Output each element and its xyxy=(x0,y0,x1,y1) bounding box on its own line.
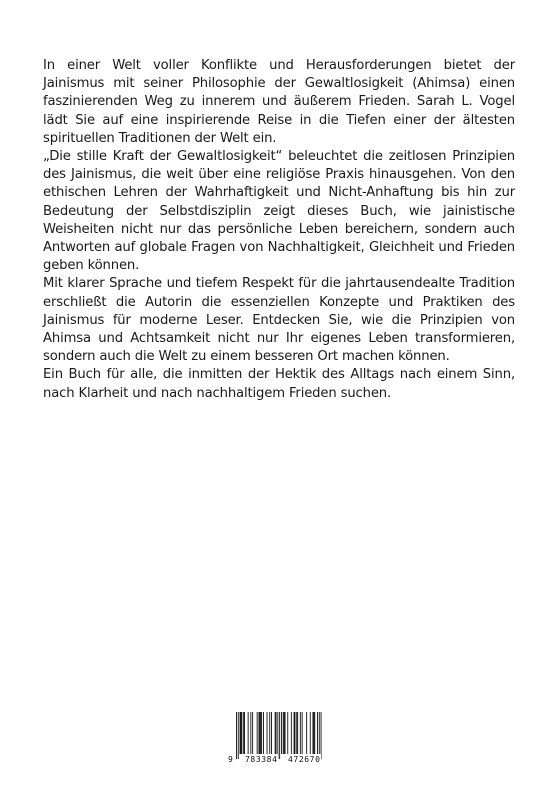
barcode-bar xyxy=(296,712,297,754)
barcode-bar xyxy=(261,712,262,754)
barcode-bar xyxy=(257,712,258,754)
barcode-bar xyxy=(319,712,320,759)
barcode-prefix-digit: 9 xyxy=(228,755,233,764)
back-cover-blurb xyxy=(43,57,515,403)
barcode-bar xyxy=(267,712,268,754)
barcode-bar xyxy=(259,712,260,754)
blurb-paragraph-2: „Die stille Kraft der Gewaltlosigkeit“ beleuchtet die zeitlosen Prinzipien des Jainismus, die weit über eine religiöse Praxis hinausgehen. Von den ethischen Lehren der Wahrhaftigkeit und Nicht-Anhaftung bis hin zur Bedeutung der Selbstdisziplin zeigt dieses Buch, wie jainistische Weisheiten nicht nur das persönliche Leben bereichern, sondern auch Antworten auf globale Fragen von Nachhaltigkeit, Gleichheit und Frieden geben können. xyxy=(43,149,515,274)
barcode-digits xyxy=(228,754,328,766)
barcode-bar xyxy=(277,712,278,759)
barcode-bar xyxy=(243,712,244,754)
barcode-bar xyxy=(285,712,286,754)
barcode-bar xyxy=(260,712,261,754)
barcode-bar xyxy=(284,712,285,754)
barcode-bar xyxy=(238,712,239,759)
barcode-bar xyxy=(263,712,264,754)
barcode-bar xyxy=(294,712,295,754)
barcode-bar xyxy=(271,712,272,754)
barcode-bar xyxy=(302,712,303,754)
barcode-bar xyxy=(276,712,277,754)
barcode-bar xyxy=(275,712,276,754)
barcode-bar xyxy=(313,712,314,754)
barcode-bar xyxy=(295,712,296,754)
barcode-left-group: 783384 xyxy=(245,755,278,764)
blurb-paragraph-1: In einer Welt voller Konflikte und Herausforderungen bietet der Jainismus mit seiner Philosophie der Gewaltlosigkeit (Ahimsa) einen faszinierenden Weg zu innerem und äußerem Frieden. Sarah L. Vogel lädt Sie auf eine inspirierende Reise in die Tiefen einer der ältesten spirituellen Traditionen der Welt ein. xyxy=(43,58,515,146)
barcode-bar xyxy=(317,712,318,754)
barcode-bar xyxy=(310,712,311,754)
barcode-bar xyxy=(321,712,322,759)
barcode-bar xyxy=(283,712,284,754)
barcode-bar xyxy=(269,712,270,754)
isbn-barcode xyxy=(228,712,328,769)
barcode-bar xyxy=(241,712,242,754)
barcode-bar xyxy=(244,712,245,754)
barcode-bar xyxy=(306,712,307,754)
barcode-bar xyxy=(236,712,237,759)
barcode-bar xyxy=(241,712,242,754)
barcode-bar xyxy=(281,712,282,754)
barcode-bar xyxy=(300,712,301,754)
barcode-bar xyxy=(252,712,253,754)
barcode-bar xyxy=(291,712,292,754)
barcode-right-group: 472670 xyxy=(288,755,321,764)
barcode-bar xyxy=(314,712,315,754)
barcode-bar xyxy=(313,712,314,754)
blurb-paragraph-4: Ein Buch für alle, die inmitten der Hektik des Alltags nach einem Sinn, nach Klarheit und nach nachhaltigem Frieden suchen. xyxy=(43,367,515,401)
barcode-bar xyxy=(279,712,280,759)
blurb-paragraph-3: Mit klarer Sprache und tiefem Respekt für die jahrtausendealte Tradition erschließt die Autorin die essenziellen Konzepte und Praktiken des Jainismus für moderne Leser. Entdecken Sie, wie die Prinzipien von Ahimsa und Achtsamkeit nicht nur Ihr eigenes Leben transformieren, sondern auch die Welt zu einem besseren Ort machen können. xyxy=(43,276,515,365)
barcode-bar xyxy=(240,712,241,754)
barcode-bar xyxy=(250,712,251,754)
barcode-bar xyxy=(259,712,260,754)
barcode-bar xyxy=(287,712,288,754)
barcode-bar xyxy=(248,712,249,754)
barcode-bar xyxy=(297,712,298,754)
